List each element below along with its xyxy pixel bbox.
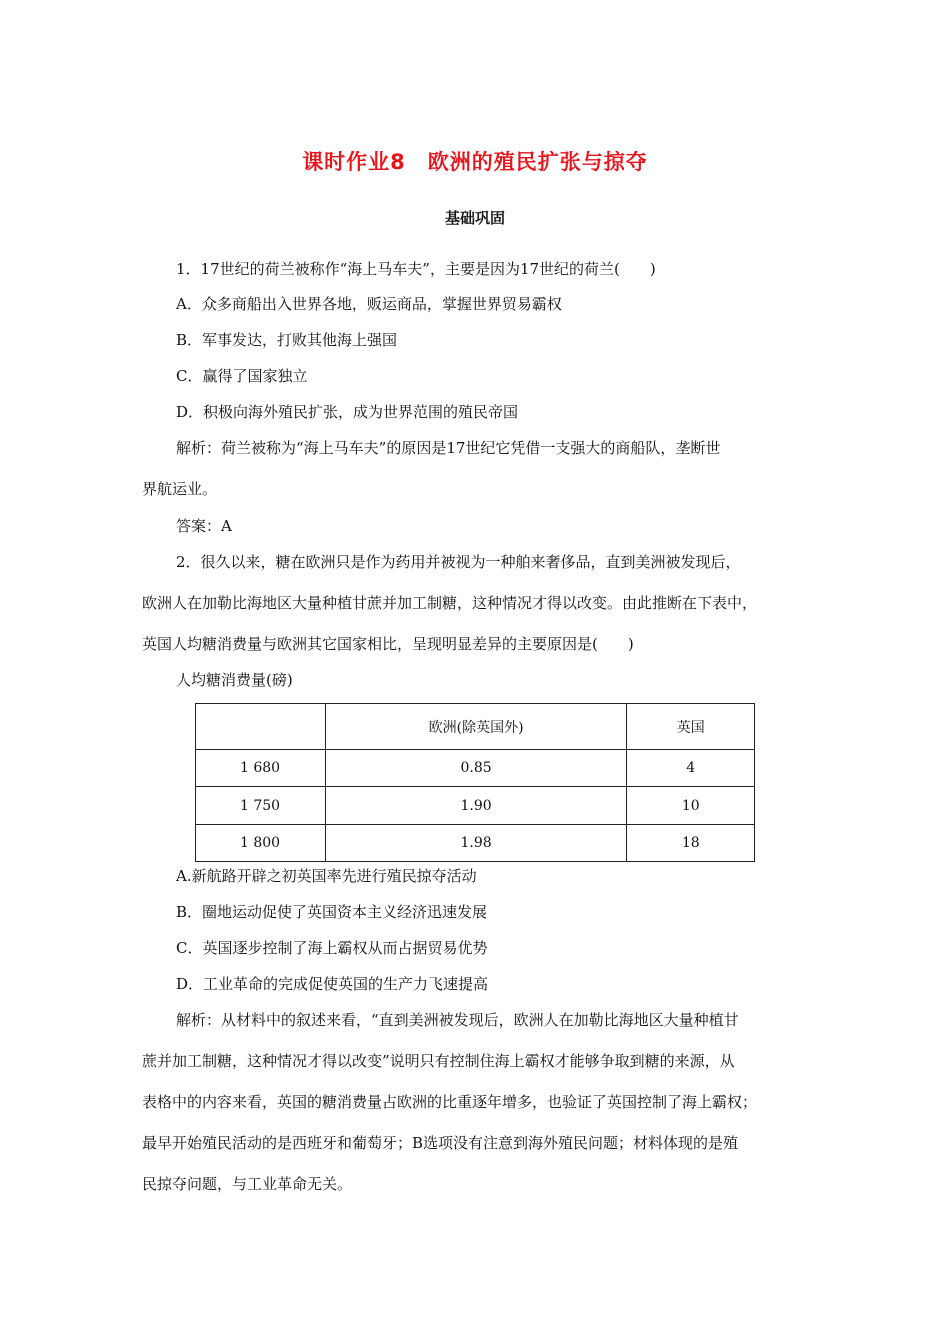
q2-option-a: A.新航路开辟之初英国率先进行殖民掠夺活动 (176, 867, 477, 885)
table-cell: 1.98 (325, 824, 627, 861)
q2-stem-line: 欧洲人在加勒比海地区大量种植甘蔗并加工制糖，这种情况才得以改变。由此推断在下表中， (142, 594, 758, 612)
q2-stem-line: 2．很久以来，糖在欧洲只是作为药用并被视为一种舶来奢侈品，直到美洲被发现后， (176, 553, 741, 571)
q2-analysis-line: 最早开始殖民活动的是西班牙和葡萄牙；B选项没有注意到海外殖民问题；材料体现的是殖 (142, 1134, 739, 1152)
q1-option-a: A．众多商船出入世界各地，贩运商品，掌握世界贸易霸权 (176, 295, 562, 313)
table-row (196, 787, 755, 824)
q1-option-c: C．赢得了国家独立 (176, 367, 308, 385)
q2-option-b: B．圈地运动促使了英国资本主义经济迅速发展 (176, 903, 488, 921)
table-cell-year: 1 680 (196, 750, 326, 787)
table-cell-year: 1 750 (196, 787, 326, 824)
table-cell: 4 (627, 750, 755, 787)
table-cell: 10 (627, 787, 755, 824)
q2-option-d: D．工业革命的完成促使英国的生产力飞速提高 (176, 975, 489, 993)
table-cell: 18 (627, 824, 755, 861)
q1-analysis-line: 解析：荷兰被称为“海上马车夫”的原因是17世纪它凭借一支强大的商船队，垄断世 (176, 439, 721, 457)
q1-option-b: B．军事发达，打败其他海上强国 (176, 331, 398, 349)
table-header-cell (196, 704, 326, 750)
q2-analysis-line: 蔗并加工制糖，这种情况才得以改变”说明只有控制住海上霸权才能够争取到糖的来源，从 (142, 1052, 735, 1070)
table-header-row (196, 704, 755, 750)
sugar-consumption-table (195, 703, 755, 862)
q1-analysis-line: 界航运业。 (142, 480, 218, 498)
q1-option-d: D．积极向海外殖民扩张，成为世界范围的殖民帝国 (176, 403, 519, 421)
table-cell-year: 1 800 (196, 824, 326, 861)
table-header-cell: 欧洲(除英国外) (325, 704, 627, 750)
q2-analysis-line: 表格中的内容来看，英国的糖消费量占欧洲的比重逐年增多，也验证了英国控制了海上霸权； (142, 1093, 758, 1111)
table-header-cell: 英国 (627, 704, 755, 750)
q1-answer: 答案：A (176, 517, 232, 535)
table-cell: 1.90 (325, 787, 627, 824)
table-row (196, 824, 755, 861)
q1-stem: 1．17世纪的荷兰被称作“海上马车夫”，主要是因为17世纪的荷兰( ) (176, 260, 656, 278)
q2-option-c: C．英国逐步控制了海上霸权从而占据贸易优势 (176, 939, 488, 957)
table-caption: 人均糖消费量(磅) (176, 671, 293, 689)
section-heading: 基础巩固 (444, 209, 505, 227)
q2-stem-line: 英国人均糖消费量与欧洲其它国家相比，呈现明显差异的主要原因是( ) (142, 635, 634, 653)
q2-analysis-line: 解析：从材料中的叙述来看，“直到美洲被发现后，欧洲人在加勒比海地区大量种植甘 (176, 1011, 739, 1029)
table-cell: 0.85 (325, 750, 627, 787)
table-row (196, 750, 755, 787)
q2-analysis-line: 民掠夺问题，与工业革命无关。 (142, 1175, 353, 1193)
page-title: 课时作业8 欧洲的殖民扩张与掠夺 (302, 150, 648, 174)
